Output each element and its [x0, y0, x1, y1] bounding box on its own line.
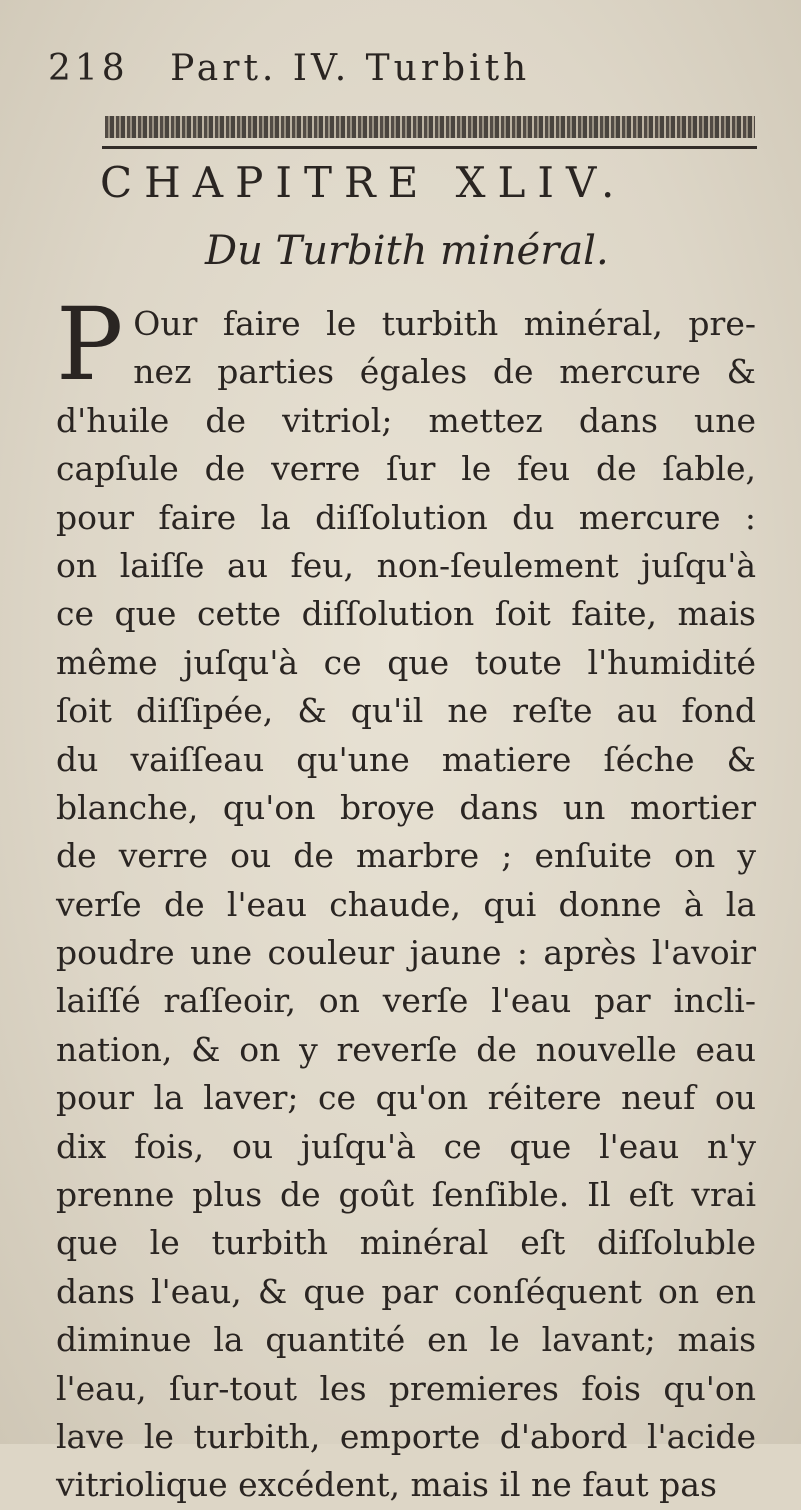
text-line: verſe de l'eau chaude, qui donne à la: [56, 884, 756, 924]
text-line: poudre une couleur jaune : après l'avoir: [56, 933, 756, 973]
text-line: ſoit diſſipée, & qu'il ne reſte au fond: [56, 691, 756, 731]
text-line: prenne plus de goût ſenſible. Il eſt vrai: [56, 1175, 756, 1215]
text-line: nation, & on y reverſe de nouvelle eau: [56, 1029, 756, 1069]
text-line: l'eau, ſur-tout les premieres fois qu'on: [56, 1368, 756, 1408]
text-line: nez parties égales de mercure &: [133, 352, 756, 392]
page-number: 218: [48, 48, 129, 89]
text-line: dix fois, ou juſqu'à ce que l'eau n'y: [56, 1126, 756, 1166]
text-line: pour faire la diſſolution du mercure :: [56, 497, 756, 537]
text-line: d'huile de vitriol; mettez dans une: [56, 400, 756, 440]
chapter-heading: CHAPITRE XLIV.: [100, 158, 627, 207]
text-line: même juſqu'à ce que toute l'humidité: [56, 642, 756, 682]
text-line: laiſſé raſſeoir, on verſe l'eau par incli-: [56, 981, 756, 1021]
text-line: capſule de verre ſur le feu de ſable,: [56, 449, 756, 489]
text-line: on laiſſe au feu, non-ſeulement juſqu'à: [56, 545, 756, 585]
header-rule: [102, 146, 757, 149]
text-line: diminue la quantité en le lavant; mais: [56, 1320, 756, 1360]
text-line: pour la laver; ce qu'on réitere neuf ou: [56, 1078, 756, 1118]
ornament-band: [105, 116, 755, 138]
text-line: de verre ou de marbre ; enſuite on y: [56, 836, 756, 876]
chapter-subtitle: Du Turbith minéral.: [205, 228, 609, 274]
text-line: dans l'eau, & que par conſéquent on en: [56, 1271, 756, 1311]
running-head-title: Part. IV. Turbith: [170, 48, 531, 89]
running-head: [48, 48, 748, 89]
text-line: blanche, qu'on broye dans un mortier: [56, 787, 756, 827]
text-line: que le turbith minéral eſt diſſoluble: [56, 1223, 756, 1263]
text-line: vitriolique excédent, mais il ne faut pas: [56, 1465, 717, 1505]
text-line: ce que cette diſſolution ſoit faite, mais: [56, 594, 756, 634]
drop-cap: P: [56, 286, 124, 403]
body-text: [56, 286, 756, 1510]
text-line: Our faire le turbith minéral, pre-: [133, 304, 756, 343]
text-line: lave le turbith, emporte d'abord l'acide: [56, 1416, 756, 1456]
text-line: du vaiſſeau qu'une matiere ſéche &: [56, 739, 756, 779]
